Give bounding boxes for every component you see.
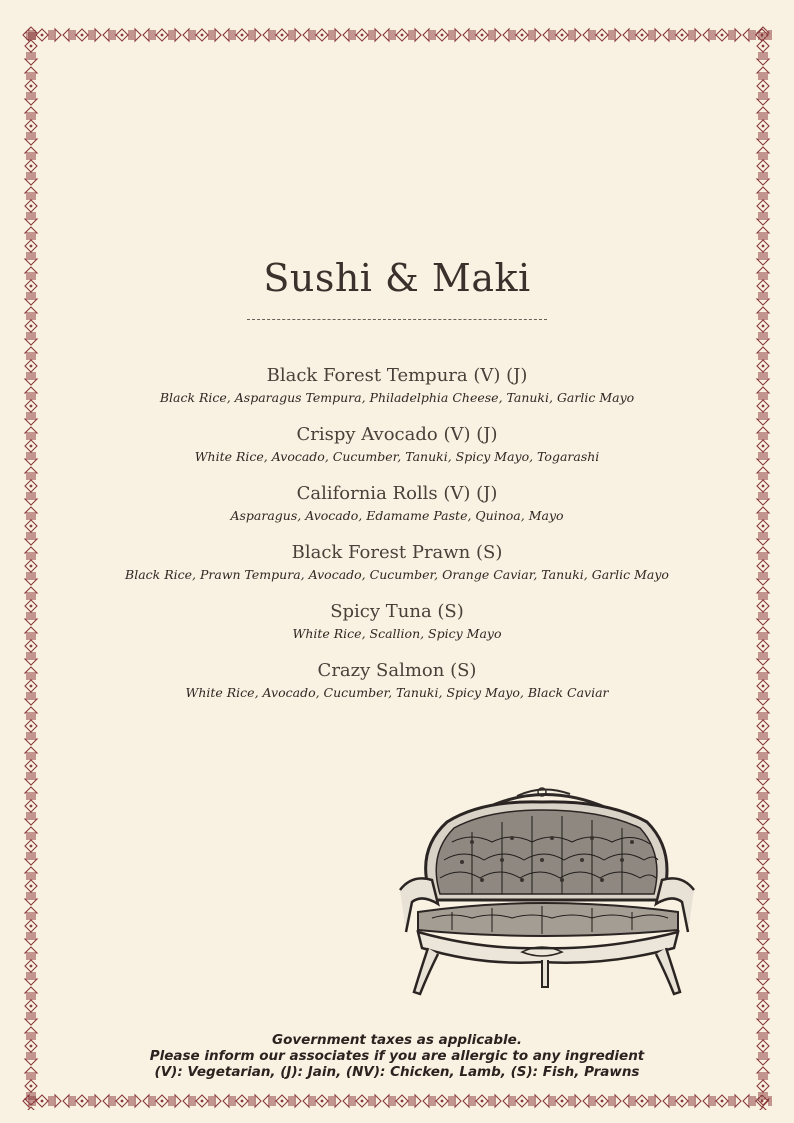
menu-item-name: California Rolls (V) (J) [296, 483, 498, 504]
footer-notes [0, 1032, 794, 1080]
border-top [22, 26, 772, 44]
menu-item [120, 482, 674, 525]
footer-taxes: Government taxes as applicable. [272, 1032, 522, 1048]
menu-item-description: White Rice, Avocado, Cucumber, Tanuki, Spicy Mayo, Togarashi [194, 449, 600, 464]
menu-item-name: Black Forest Prawn (S) [291, 542, 503, 563]
menu-item-description: Black Rice, Prawn Tempura, Avocado, Cucumber, Orange Caviar, Tanuki, Garlic Mayo [125, 567, 669, 582]
menu-item [120, 541, 674, 584]
menu-item-description: Black Rice, Asparagus Tempura, Philadelphia Cheese, Tanuki, Garlic Mayo [159, 390, 635, 405]
border-bottom [22, 1092, 772, 1110]
menu-item [120, 600, 674, 643]
border-right [754, 26, 772, 1110]
menu-list [120, 364, 674, 718]
menu-item-description: White Rice, Scallion, Spicy Mayo [292, 626, 502, 641]
menu-item [120, 659, 674, 702]
footer-allergy-note: Please inform our associates if you are allergic to any ingredient [149, 1048, 645, 1064]
footer-legend: (V): Vegetarian, (J): Jain, (NV): Chicken, Lamb, (S): Fish, Prawns [154, 1064, 640, 1080]
border-left [22, 26, 40, 1110]
menu-item-description: White Rice, Avocado, Cucumber, Tanuki, Spicy Mayo, Black Caviar [185, 685, 609, 700]
menu-item-name: Spicy Tuna (S) [330, 601, 464, 622]
menu-item [120, 423, 674, 466]
title-divider [247, 319, 547, 320]
menu-item-name: Crispy Avocado (V) (J) [296, 424, 498, 445]
victorian-sofa-icon [392, 782, 702, 997]
menu-item [120, 364, 674, 407]
page-title: Sushi & Maki [263, 256, 531, 300]
menu-item-name: Crazy Salmon (S) [317, 660, 477, 681]
menu-item-name: Black Forest Tempura (V) (J) [266, 365, 528, 386]
menu-item-description: Asparagus, Avocado, Edamame Paste, Quinoa, Mayo [230, 508, 564, 523]
